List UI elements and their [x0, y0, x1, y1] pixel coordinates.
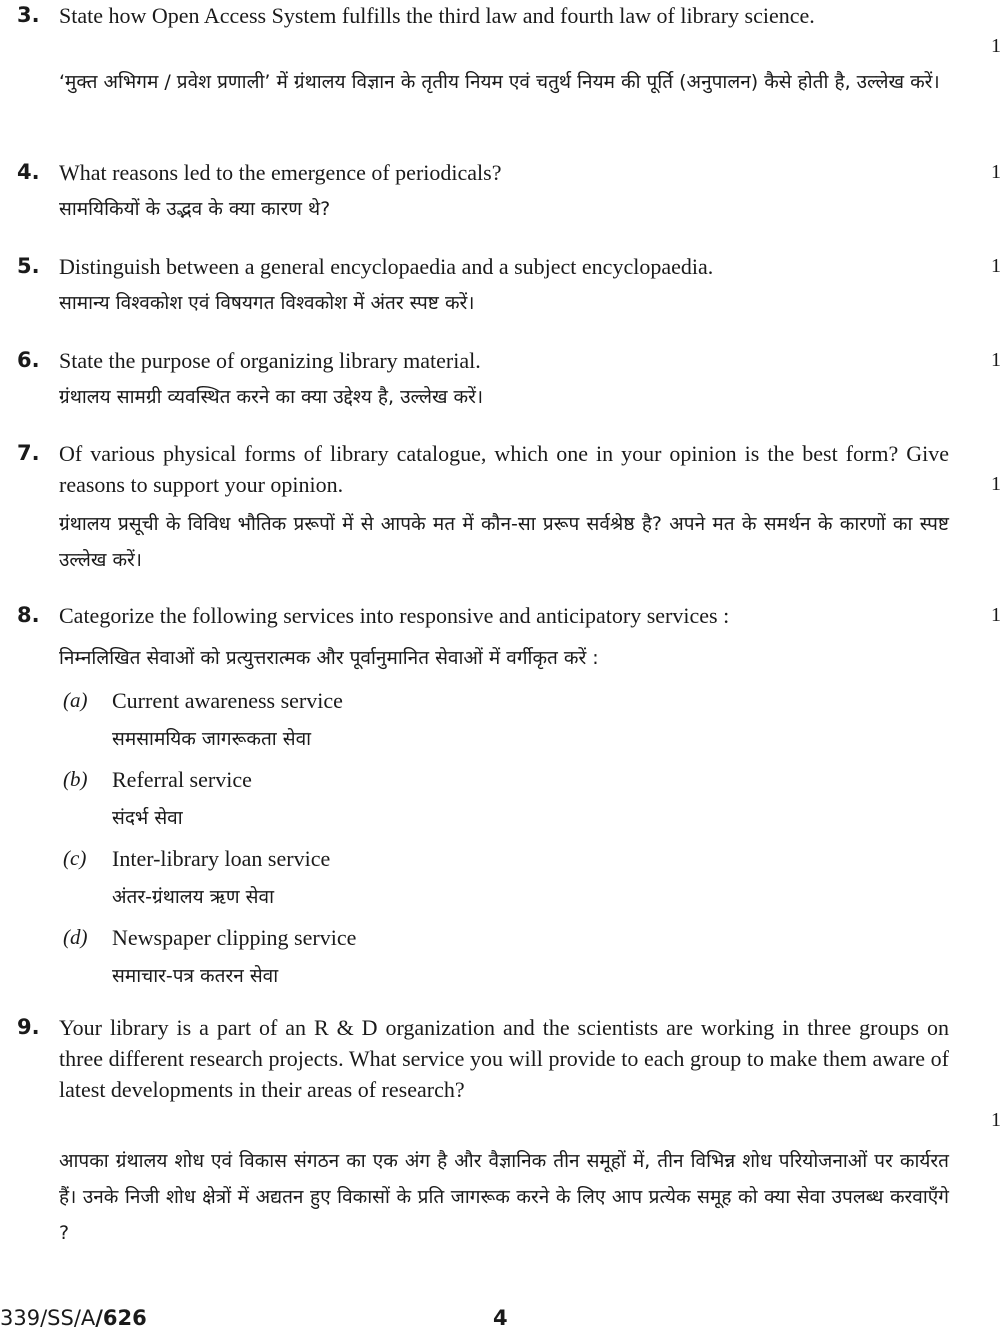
question-english: Categorize the following services into responsive and anticipatory services :	[59, 603, 730, 628]
question-number: 9.	[17, 1015, 40, 1039]
question-number: 8.	[17, 603, 40, 627]
question-hindi: सामयिकियों के उद्भव के क्या कारण थे?	[59, 198, 331, 220]
question-number: 3.	[17, 3, 40, 27]
sub-item-english: Newspaper clipping service	[112, 925, 357, 950]
question-hindi: सामान्य विश्वकोश एवं विषयगत विश्वकोश में अंतर स्पष्ट करें।	[59, 292, 475, 314]
sub-item-english: Inter-library loan service	[112, 846, 331, 871]
question-hindi: ग्रंथालय प्रसूची के विविध भौतिक प्ररूपों में से आपके मत में कौन-सा प्ररूप सर्वश्रेष्ठ है? अपने मत के समर्थन के कारणों का स्पष्ट उल्लेख करें।	[59, 513, 949, 571]
question-number: 4.	[17, 160, 40, 184]
sub-item-hindi: समसामयिक जागरूकता सेवा	[112, 728, 312, 750]
question-number: 5.	[17, 254, 40, 278]
question-marks: 1	[991, 604, 1001, 626]
sub-item-hindi: समाचार-पत्र कतरन सेवा	[112, 965, 279, 987]
sub-item-hindi: संदर्भ सेवा	[112, 807, 183, 829]
question-marks: 1	[991, 1109, 1001, 1131]
sub-item-english: Referral service	[112, 767, 252, 792]
question-marks: 1	[991, 473, 1001, 495]
sub-item-label: (a)	[63, 688, 88, 712]
sub-item-hindi: अंतर-ग्रंथालय ऋण सेवा	[112, 886, 275, 908]
paper-code	[0, 1305, 147, 1331]
sub-item-english: Current awareness service	[112, 688, 343, 713]
question-hindi: ‘मुक्त अभिगम / प्रवेश प्रणाली’ में ग्रंथालय विज्ञान के तृतीय नियम एवं चतुर्थ नियम की पूर्ति (अनुपालन) कैसे होती है, उल्लेख करें।	[59, 71, 940, 93]
question-hindi: निम्नलिखित सेवाओं को प्रत्युत्तरात्मक और पूर्वानुमानित सेवाओं में वर्गीकृत करें :	[59, 647, 599, 669]
question-english: State how Open Access System fulfills the third law and fourth law of library science.	[59, 3, 815, 28]
question-marks: 1	[991, 255, 1001, 277]
question-marks: 1	[991, 349, 1001, 371]
question-english: Of various physical forms of library catalogue, which one in your opinion is the best form? Give reasons to support your opinion.	[59, 441, 949, 497]
question-english: What reasons led to the emergence of periodicals?	[59, 160, 502, 185]
question-hindi: आपका ग्रंथालय शोध एवं विकास संगठन का एक अंग है और वैज्ञानिक तीन समूहों में, तीन विभिन्न शोध परियोजनाओं पर कार्यरत हैं। उनके निजी शोध क्षेत्रों में अद्यतन हुए विकासों के प्रति जागरूक करने के लिए आप प्रत्येक समूह को क्या सेवा उपलब्ध करवाएँगे ?	[59, 1150, 949, 1244]
question-marks: 1	[991, 35, 1001, 57]
sub-item-label: (c)	[63, 846, 87, 870]
question-number: 7.	[17, 441, 40, 465]
question-english: Your library is a part of an R & D organization and the scientists are working in three groups on three different research projects. What service you will provide to each group to make them aware of latest developments in their areas of research?	[59, 1015, 949, 1102]
question-number: 6.	[17, 348, 40, 372]
paper-code-suffix: /626	[95, 1306, 147, 1330]
sub-item-label: (b)	[63, 767, 88, 791]
paper-code-prefix: 339/SS/A	[0, 1306, 96, 1330]
sub-item-label: (d)	[63, 925, 88, 949]
question-english: State the purpose of organizing library material.	[59, 348, 481, 373]
question-marks: 1	[991, 161, 1001, 183]
question-hindi: ग्रंथालय सामग्री व्यवस्थित करने का क्या उद्देश्य है, उल्लेख करें।	[59, 386, 484, 408]
page-number: 4	[493, 1306, 508, 1330]
question-english: Distinguish between a general encyclopaedia and a subject encyclopaedia.	[59, 254, 714, 279]
